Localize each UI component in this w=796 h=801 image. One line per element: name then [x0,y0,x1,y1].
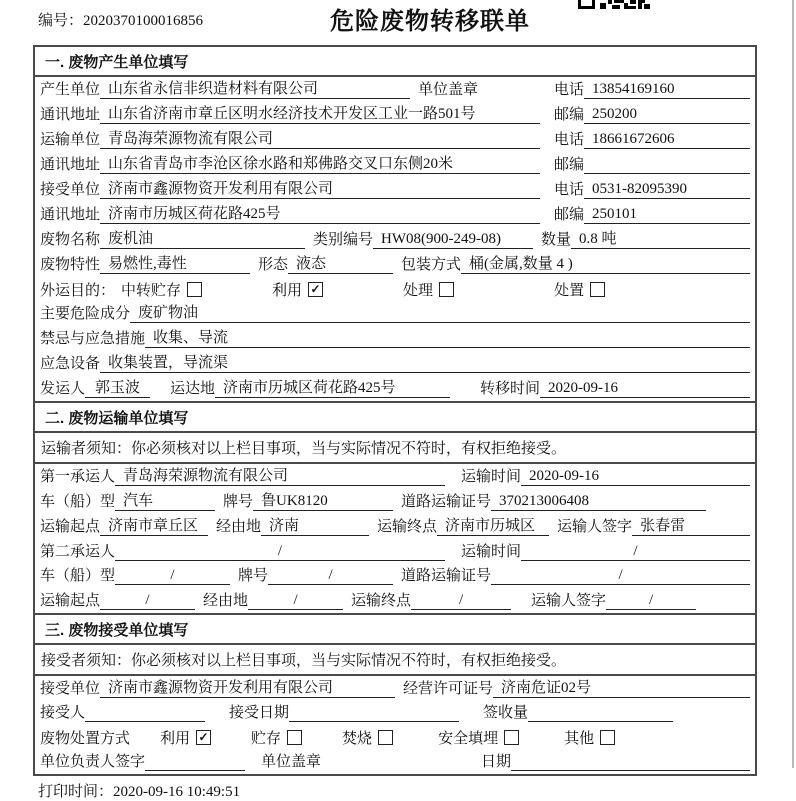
accept-unit-label: 接受单位 [40,680,101,697]
origin-2-value: / [100,592,195,610]
form-row [35,564,755,588]
form-row [35,227,755,252]
checkbox-s3-utilize [196,730,211,745]
received-amount-label: 签收量 [483,704,529,721]
transfer-form-table [33,45,757,776]
treat-label: 处理 [403,282,434,299]
vehicle-type-2-value: / [115,567,230,585]
vehicle-type-1-value: 汽车 [115,489,215,511]
carrier-sign-1-value: 张春雷 [632,514,750,536]
option-store [251,727,302,748]
accept-person-label: 接受人 [40,704,86,721]
store-label: 贮存 [251,730,282,747]
form-row [35,489,755,514]
transport-address-value: 山东省青岛市李沧区徐水路和郑佛路交叉口东侧20米 [100,152,540,174]
doc-number-value: 2020370100016856 [83,13,204,29]
receiver-postcode-label: 邮编 [554,207,585,223]
receiver-notice: 接受者须知：你必须核对以上栏目事项，当与实际情况不符时，有权拒绝接受。 [35,645,755,676]
plate-no-1-label: 牌号 [223,494,254,511]
receiver-address-value: 济南市历城区荷花路425号 [100,202,540,224]
checkbox-incinerate [378,730,393,745]
license-no-label: 经营许可证号 [403,680,494,697]
form-row [35,177,755,202]
form-row [35,301,755,326]
form-row [35,127,755,152]
checkbox-utilize [308,282,323,297]
form-row [35,202,755,227]
plate-no-2-value: / [268,567,393,585]
receiver-postcode-value: 250101 [584,206,750,224]
checkbox-store [287,730,302,745]
quantity-value: 0.8 吨 [571,227,750,249]
transporter-notice: 运输者须知：你必须核对以上栏目事项，当与实际情况不符时，有权拒绝接受。 [35,433,755,464]
transport-time-1-label: 运输时间 [461,469,522,486]
quantity-label: 数量 [541,232,572,248]
doc-number [38,9,203,30]
producer-unit-label: 产生单位 [40,82,101,98]
transport-time-1-value: 2020-09-16 [521,468,750,486]
section-transporter-title: 二. 废物运输单位填写 [35,403,755,433]
form-row [35,326,755,351]
producer-phone-value: 13854169160 [584,81,750,99]
transport-postcode-label: 邮编 [554,157,585,173]
document-header [0,0,796,45]
date-value [511,753,750,771]
other-label: 其他 [564,730,595,747]
form-row [35,749,755,773]
second-carrier-label: 第二承运人 [40,543,116,560]
form-row [35,539,755,563]
category-code-label: 类别编号 [313,232,374,248]
endpoint-1-label: 运输终点 [377,519,438,536]
transport-phone-value: 18661672606 [584,131,750,149]
form-row [35,701,755,725]
transport-unit-value: 青岛海荣源物流有限公司 [100,127,540,149]
option-incinerate [342,727,393,748]
dispose-label: 处置 [554,282,585,299]
transport-address-label: 通讯地址 [40,157,101,173]
form-state-label: 形态 [258,257,289,273]
print-time-label: 打印时间： [38,783,114,800]
waste-property-value: 易燃性,毒性 [100,252,250,274]
accept-date-label: 接受日期 [229,704,290,721]
endpoint-1-value: 济南市历城区 [437,514,549,536]
consignor-value: 郭玉波 [85,376,150,398]
receiver-phone-label: 电话 [554,182,585,198]
received-amount-value [528,704,673,722]
receiver-phone-value: 0531-82095390 [584,181,750,199]
disposal-method-label: 废物处置方式 [40,730,131,747]
receiver-unit-label: 接受单位 [40,182,101,198]
utilize-label: 利用 [272,282,303,299]
incinerate-label: 焚烧 [342,730,373,747]
option-landfill [438,727,519,748]
transfer-purpose-row [35,277,755,301]
landfill-label: 安全填埋 [438,730,499,747]
section-receiver-title: 三. 废物接受单位填写 [35,615,755,645]
transit-storage-label: 中转贮存 [121,282,182,299]
producer-phone-label: 电话 [553,82,584,98]
producer-postcode-value: 250200 [584,106,750,124]
destination-value: 济南市历城区荷花路425号 [215,376,450,398]
producer-seal-label: 单位盖章 [418,82,479,98]
via-1-label: 经由地 [216,519,262,536]
responsible-sign-value [145,753,245,771]
form-row [35,77,755,102]
transport-unit-label: 运输单位 [40,132,101,148]
receiver-unit-value: 济南市鑫源物资开发利用有限公司 [100,177,540,199]
waste-property-label: 废物特性 [40,257,101,273]
s3-utilize-label: 利用 [160,730,191,747]
first-carrier-label: 第一承运人 [40,469,116,486]
form-title: 危险废物转移联单 [330,8,530,35]
license-no-value: 济南危证02号 [493,676,750,698]
accept-date-value [289,704,459,722]
via-2-value: / [248,592,343,610]
taboo-measures-value: 收集、导流 [145,326,750,348]
option-dispose [554,279,605,300]
via-2-label: 经由地 [203,592,249,609]
first-carrier-value: 青岛海荣源物流有限公司 [115,464,445,486]
form-row [35,676,755,701]
consignor-label: 发运人 [40,381,86,398]
category-code-value: HW08(900-249-08) [373,231,533,249]
endpoint-2-label: 运输终点 [351,592,412,609]
transport-postcode-value [584,156,750,174]
packing-method-label: 包装方式 [401,257,462,273]
option-other [564,727,615,748]
carrier-sign-2-value: / [606,592,696,610]
checkbox-landfill [504,730,519,745]
producer-address-label: 通讯地址 [40,107,101,123]
origin-1-label: 运输起点 [40,519,101,536]
vehicle-type-1-label: 车（船）型 [40,494,116,511]
main-hazard-value: 废矿物油 [130,301,750,323]
producer-unit-value: 山东省永信非织造材料有限公司 [100,77,410,99]
qr-code-icon [578,0,650,9]
checkbox-dispose [590,282,605,297]
second-carrier-value: / [115,543,445,561]
transfer-date-label: 转移时间 [480,381,541,398]
via-1-value: 济南 [261,514,369,536]
checkbox-transit-storage [187,282,202,297]
section-receiver [35,613,755,774]
carrier-sign-1-label: 运输人签字 [557,519,633,536]
receiver-address-label: 通讯地址 [40,207,101,223]
accept-unit-value: 济南市鑫源物资开发利用有限公司 [100,676,395,698]
section-transporter [35,401,755,612]
checkbox-utilize-mark: ✓ [310,282,321,297]
checkbox-s3-utilize-mark: ✓ [198,730,209,745]
accept-person-value [85,704,205,722]
form-row [35,514,755,539]
form-row [35,152,755,177]
origin-2-label: 运输起点 [40,592,101,609]
form-state-value: 液态 [288,252,393,274]
print-time [38,780,796,801]
form-row [35,351,755,376]
option-treat [403,279,454,300]
option-s3-utilize [160,727,211,748]
form-row [35,588,755,612]
date-label: 日期 [481,753,512,770]
emergency-equipment-value: 收集装置，导流渠 [100,351,750,373]
waste-name-label: 废物名称 [40,232,101,248]
form-row [35,464,755,489]
transport-phone-label: 电话 [554,132,585,148]
transfer-purpose-label: 外运目的： [40,282,116,299]
vehicle-type-2-label: 车（船）型 [40,568,116,585]
carrier-sign-2-label: 运输人签字 [531,592,607,609]
disposal-method-row [35,725,755,749]
taboo-measures-label: 禁忌与应急措施 [40,331,146,348]
producer-address-value: 山东省济南市章丘区明水经济技术开发区工业一路501号 [100,102,540,124]
doc-number-label: 编号： [38,13,84,29]
waste-name-value: 废机油 [100,227,305,249]
responsible-sign-label: 单位负责人签字 [40,753,146,770]
road-permit-2-value: / [491,567,750,585]
plate-no-1-value: 鲁UK8120 [253,489,393,511]
checkbox-treat [439,282,454,297]
road-permit-2-label: 道路运输证号 [401,568,492,585]
checkbox-other [600,730,615,745]
packing-method-value: 桶(金属,数量 4 ) [461,252,750,274]
form-row [35,376,755,401]
print-time-value: 2020-09-16 10:49:51 [113,783,241,800]
section-producer-title: 一. 废物产生单位填写 [35,47,755,77]
endpoint-2-value: / [411,592,511,610]
origin-1-value: 济南市章丘区 [100,514,208,536]
transport-time-2-value: / [521,543,750,561]
plate-no-2-label: 牌号 [238,568,269,585]
option-utilize [272,279,323,300]
emergency-equipment-label: 应急设备 [40,356,101,373]
main-hazard-label: 主要危险成分 [40,306,131,323]
page-edge-line [792,0,794,768]
road-permit-1-label: 道路运输证号 [401,494,492,511]
form-row [35,252,755,277]
unit-seal-label: 单位盖章 [261,753,322,770]
section-producer [35,47,755,401]
form-row [35,102,755,127]
transport-time-2-label: 运输时间 [461,543,522,560]
transfer-date-value: 2020-09-16 [540,380,750,398]
option-transit-storage [121,279,202,300]
destination-label: 运达地 [170,381,216,398]
road-permit-1-value: 370213006408 [491,493,706,511]
producer-postcode-label: 邮编 [554,107,585,123]
